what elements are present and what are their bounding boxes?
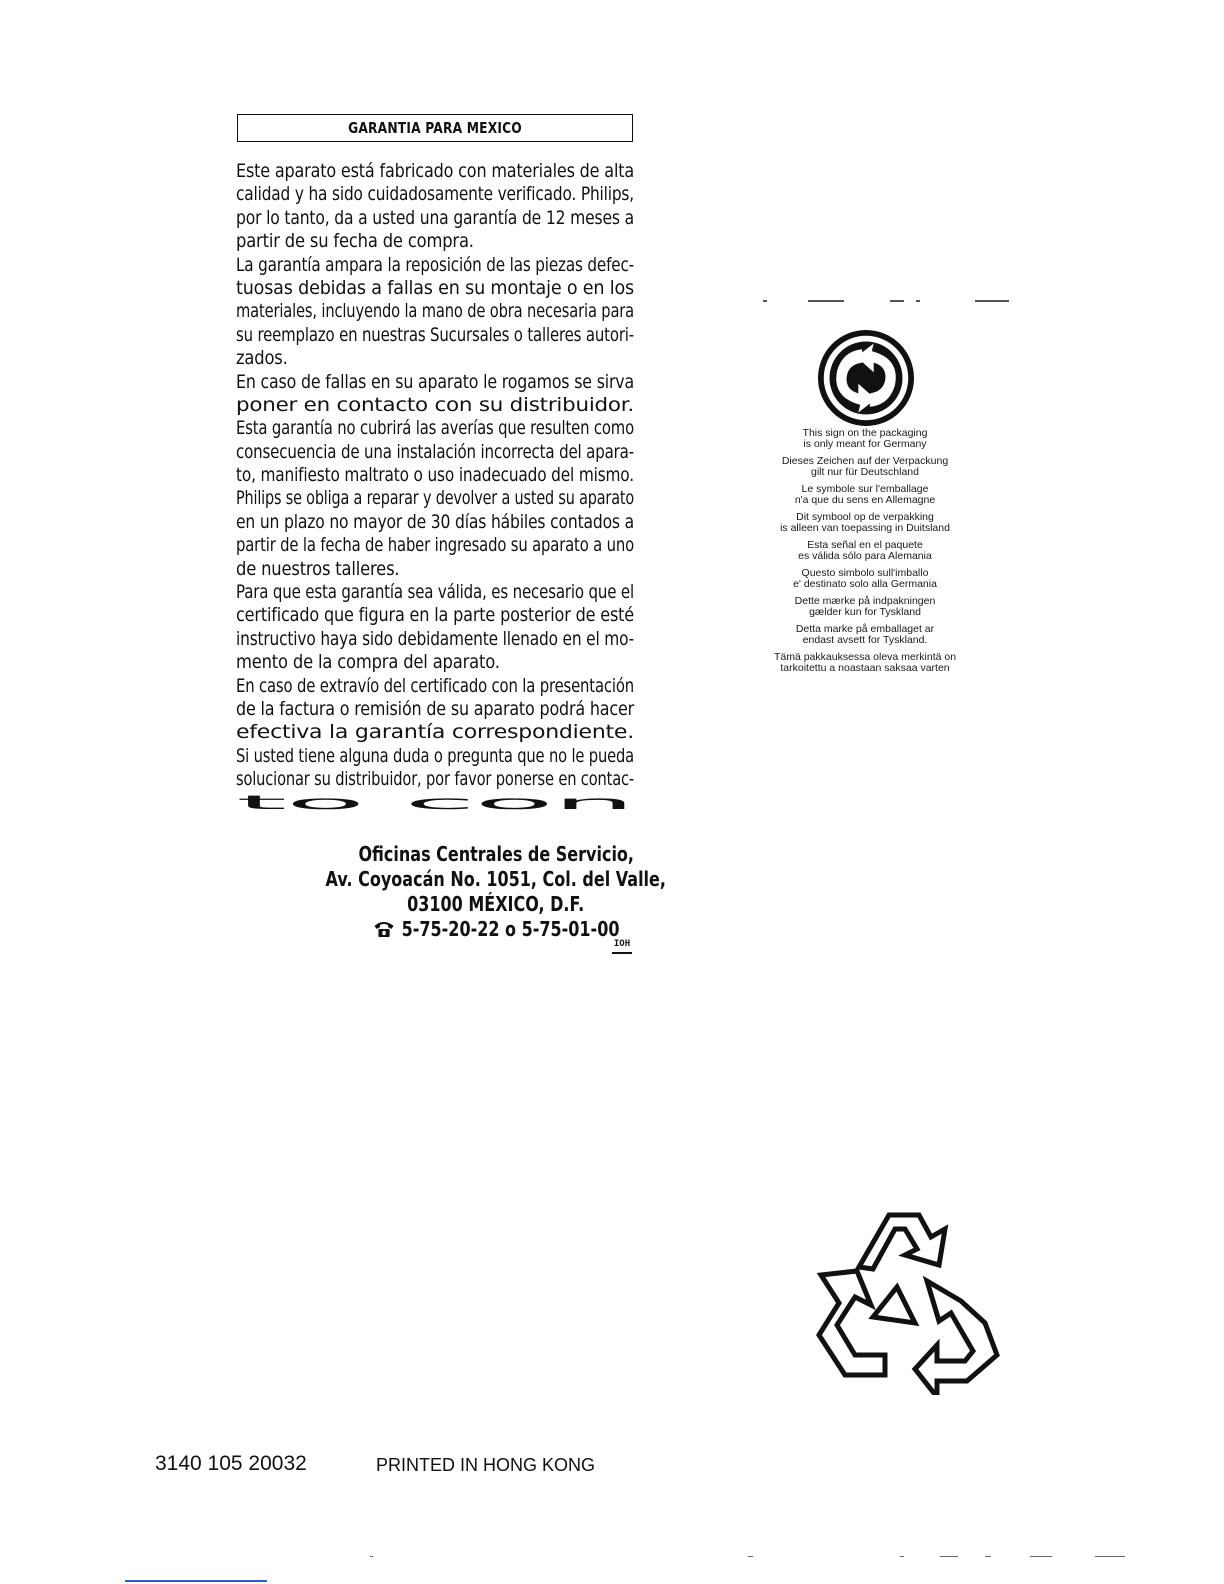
packaging-note: [740, 540, 990, 561]
scan-mark: [900, 1556, 904, 1557]
body-line: partir de su fecha de compra.: [236, 230, 474, 253]
dash-mark: [763, 300, 767, 302]
body-line: consecuencia de una instalación incorrecta del apara-: [236, 440, 634, 463]
doc-tag: IOH: [612, 938, 632, 954]
packaging-note-line: n'a que du sens en Allemagne: [794, 493, 936, 506]
packaging-note-line: endast avsett for Tyskland.: [802, 633, 928, 646]
body-line: de la factura o remisión de su aparato podrá hacer: [236, 697, 635, 720]
body-line: Philips se obliga a reparar y devolver a usted su aparato: [236, 487, 634, 510]
packaging-note: [740, 596, 990, 617]
dash-mark: [916, 300, 920, 302]
address-line-3: 03100 MÉXICO, D.F.: [407, 892, 585, 916]
packaging-note-line: Tämä pakkauksessa oleva merkintä on: [773, 651, 957, 663]
packaging-note-line: Esta señal en el paquete: [807, 539, 923, 551]
body-line: en un plazo no mayor de 30 días hábiles contados a: [236, 510, 634, 533]
body-line: partir de la fecha de haber ingresado su aparato a uno: [236, 534, 634, 557]
body-line: to, manifiesto maltrato o uso inadecuado del mismo.: [236, 464, 634, 487]
phone-icon: [373, 920, 395, 938]
body-line: En caso de extravío del certificado con la presentación: [236, 674, 634, 697]
body-line: Esta garantía no cubrirá las averías que resulten como: [236, 417, 634, 440]
body-line: certificado que figura en la parte posterior de esté: [236, 604, 635, 627]
body-line: tuosas debidas a fallas en su montaje o en los: [236, 276, 634, 299]
scan-mark: [370, 1556, 373, 1557]
body-line: zados.: [236, 347, 288, 370]
dash-mark: [975, 300, 1009, 302]
packaging-note-line: Le symbole sur l'emballage: [801, 483, 929, 495]
packaging-note-line: is alleen van toepassing in Duitsland: [780, 521, 950, 534]
packaging-note-line: es válida sólo para Alemania: [798, 549, 932, 562]
packaging-note-line: Dieses Zeichen auf der Verpackung: [781, 455, 949, 467]
packaging-note-line: e' destinato solo alla Germania: [793, 577, 937, 590]
body-line: solucionar su distribuidor, por favor ponerse en contac-: [236, 768, 635, 791]
body-line: instructivo haya sido debidamente llenado en el mo-: [236, 627, 635, 650]
body-line: La garantía ampara la reposición de las piezas defec-: [236, 253, 635, 276]
bottom-rule: [125, 1580, 267, 1582]
body-line: Para que esta garantía sea válida, es necesario que el: [236, 581, 635, 604]
dash-mark: [890, 300, 904, 302]
packaging-note-line: Dette mærke på indpakningen: [794, 595, 936, 607]
warranty-body: [236, 160, 634, 815]
packaging-note: [740, 484, 990, 505]
body-line: Si usted tiene alguna duda o pregunta que no le pueda: [236, 744, 634, 767]
packaging-note-line: tarkoitettu a noastaan saksaa varten: [780, 661, 950, 674]
packaging-note-line: Questo simbolo sull'imballo: [801, 567, 929, 579]
recycle-icon: [815, 1205, 1000, 1395]
packaging-note-line: Dit symbool op de verpakking: [796, 511, 934, 523]
section-title: GARANTIA PARA MEXICO: [348, 119, 522, 137]
body-line: to con: [236, 791, 635, 814]
body-line: de nuestros talleres.: [236, 557, 400, 580]
body-line: calidad y ha sido cuidadosamente verificado. Philips,: [236, 183, 634, 206]
scan-mark: [1030, 1556, 1052, 1557]
packaging-note: [740, 624, 990, 645]
body-line: En caso de fallas en su aparato le rogamos se sirva: [236, 370, 635, 393]
section-title-box: [237, 114, 633, 142]
scan-mark: [940, 1556, 958, 1557]
packaging-note: [740, 568, 990, 589]
scan-mark: [1095, 1556, 1125, 1557]
body-line: Este aparato está fabricado con materiales de alta: [236, 160, 635, 182]
packaging-note: [740, 652, 990, 673]
body-line: su reemplazo en nuestras Sucursales o talleres autori-: [236, 323, 635, 346]
packaging-notes: [740, 428, 990, 680]
dash-mark: [808, 300, 844, 302]
packaging-note: [740, 428, 990, 449]
body-line: materiales, incluyendo la mano de obra necesaria para: [236, 300, 635, 323]
printed-in: PRINTED IN HONG KONG: [376, 1455, 596, 1475]
packaging-note-line: is only meant for Germany: [803, 437, 927, 450]
packaging-note: [740, 512, 990, 533]
packaging-note-line: This sign on the packaging: [802, 427, 928, 439]
scan-mark: [748, 1556, 753, 1557]
address-line-2: Av. Coyoacán No. 1051, Col. del Valle,: [325, 867, 667, 891]
body-line: mento de la compra del aparato.: [236, 651, 500, 674]
packaging-note-line: Detta marke på emballaget ar: [795, 623, 935, 635]
packaging-note-line: gilt nur für Deutschland: [811, 465, 919, 478]
address-line-1: Oficinas Centrales de Servicio,: [358, 842, 634, 866]
address-phone-line: [236, 917, 756, 941]
body-line: por lo tanto, da a usted una garantía de 12 meses a: [236, 206, 634, 229]
part-number: 3140 105 20032: [155, 1452, 307, 1475]
phone-number: 5-75-20-22 o 5-75-01-00: [401, 917, 620, 941]
body-line: efectiva la garantía correspondiente.: [236, 721, 634, 744]
packaging-note: [740, 456, 990, 477]
body-line: poner en contacto con su distribuidor.: [236, 393, 634, 416]
packaging-note-line: gælder kun for Tyskland: [809, 605, 921, 618]
green-dot-icon: [818, 330, 914, 426]
scan-mark: [985, 1556, 991, 1557]
